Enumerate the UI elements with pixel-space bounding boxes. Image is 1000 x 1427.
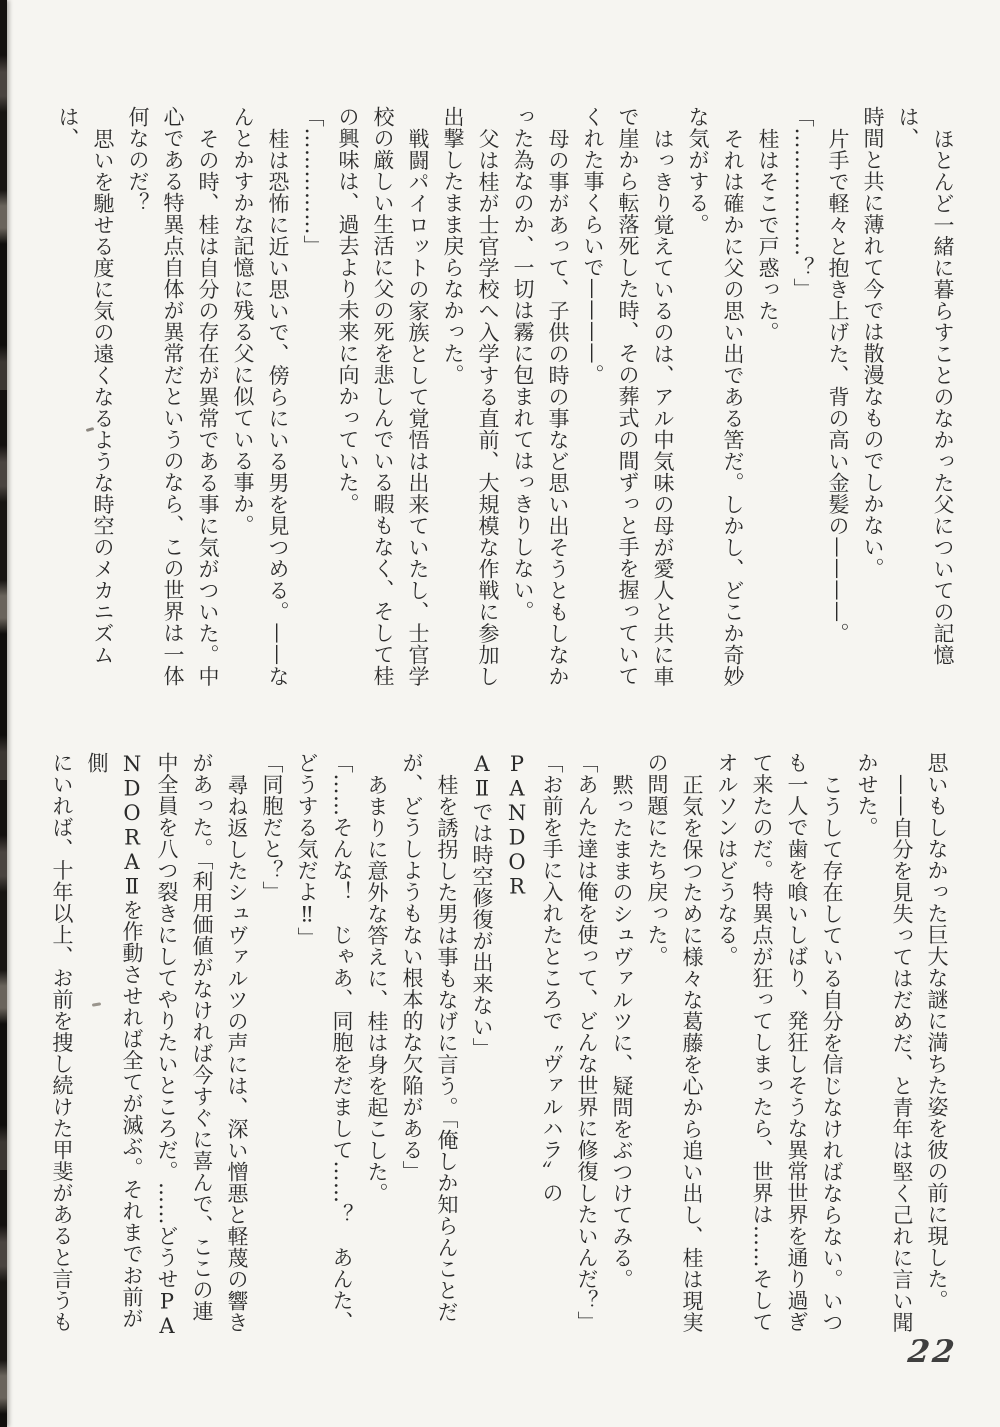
text-line: 「あんた達は俺を使って、どんな世界に修復したいんだ？」 [575,752,599,1333]
text-line: はっきり覚えているのは、アル中気味の母が愛人と共に車 [651,127,675,687]
text-line: くれた事くらいで————。 [581,106,605,386]
text-line: んとかすかな記憶に残る父に似ている事か。 [231,106,255,536]
text-line: 母の事があって、子供の時の事など思い出そうともしなか [546,127,570,687]
text-line: それは確かに父の思い出である筈だ。しかし、どこか奇妙 [721,127,745,687]
text-line: かせた。 [855,752,879,838]
text-line: 「……………」 [301,106,325,257]
text-line: の興味は、過去より未来に向かっていた。 [336,106,360,515]
vertical-text-block-bottom [44,752,954,1342]
page-number: 22 [906,1334,960,1370]
text-line: が、どうしようもない根本的な欠陥がある」 [400,752,424,1182]
text-line: 「お前を手に入れたところで〝ヴァルハラ〟のPANDOR [505,752,564,1204]
text-line: ほとんど一緒に暮らすことのなかった父についての記憶は、 [896,106,955,665]
text-line: 思いもしなかった巨大な謎に満ちた姿を彼の前に現した。 [925,752,949,1311]
text-line: 桂は恐怖に近い思いで、傍らにいる男を見つめる。——な [266,127,290,687]
text-line: ——自分を見失ってはだめだ、と青年は堅く己れに言い聞 [890,773,914,1333]
text-line: 黙ったままのシュヴァルツに、疑問をぶつけてみる。 [610,773,634,1290]
text-line: NDORAⅡを作動させれば全てが滅ぶ。それまでお前が側 [85,752,144,1329]
text-line: こうして存在している自分を信じなければならない。いつ [820,773,844,1333]
vertical-text-block-top [50,106,960,696]
text-line: 戦闘パイロットの家族として覚悟は出来ていたし、士官学 [406,127,430,687]
text-line: 「……そんな！ じゃあ、同胞をだまして……？ あんた、 [330,752,354,1333]
text-line: にいれば、十年以上、お前を捜し続けた甲斐があると言うも [50,752,74,1333]
text-line: 出撃したまま戻らなかった。 [441,106,465,386]
text-line: 「………………？」 [791,106,815,300]
text-line: あまりに意外な答えに、桂は身を起こした。 [365,773,389,1204]
text-line: 思いを馳せる度に気の遠くなるような時空のメカニズムは、 [56,106,115,665]
text-line: て来たのだ。特異点が狂ってしまったら、世界は……そして [750,752,774,1333]
text-line: 心である特異点自体が異常だというのなら、この世界は一体 [161,106,185,687]
text-line: な気がする。 [686,106,710,235]
text-line: 時間と共に薄れて今では散漫なものでしかない。 [861,106,885,579]
text-line: どうする気だよ‼」 [295,752,319,949]
text-line: AⅡでは時空修復が出来ない」 [470,752,494,1059]
text-line: 「同胞だと？」 [260,752,284,903]
text-line: った為なのか、一切は霧に包まれてはっきりしない。 [511,106,535,622]
text-line: 桂を誘拐した男は事もなげに言う。「俺しか知らんことだ [435,773,459,1322]
text-line: 桂はそこで戸惑った。 [756,127,780,343]
text-line: 何なのだ？ [126,106,150,214]
text-line: の問題にたち戻った。 [645,752,669,967]
text-line: があった。「利用価値がなければ今すぐに喜んで、ここの連 [190,752,214,1322]
text-line: オルソンはどうなる。 [715,752,739,967]
text-line: その時、桂は自分の存在が異常である事に気がついた。中 [196,127,220,687]
text-line: で崖から転落死した時、その葬式の間ずっと手を握っていて [616,106,640,687]
text-line: も一人で歯を喰いしばり、発狂しそうな異常世界を通り過ぎ [785,752,809,1333]
text-line: 正気を保つために様々な葛藤を心から追い出し、桂は現実 [680,773,704,1333]
text-line: 父は桂が士官学校へ入学する直前、大規模な作戦に参加し [476,127,500,687]
scan-binding-edge [0,0,7,1427]
text-line: 片手で軽々と抱き上げた、背の高い金髪の————。 [826,127,850,644]
text-line: 中全員を八つ裂きにしてやりたいところだ。……どうせPA [155,752,179,1339]
text-line: 校の厳しい生活に父の死を悲しんでいる暇もなく、そして桂 [371,106,395,687]
text-line: 尋ね返したシュヴァルツの声には、深い憎悪と軽蔑の響き [225,773,249,1333]
